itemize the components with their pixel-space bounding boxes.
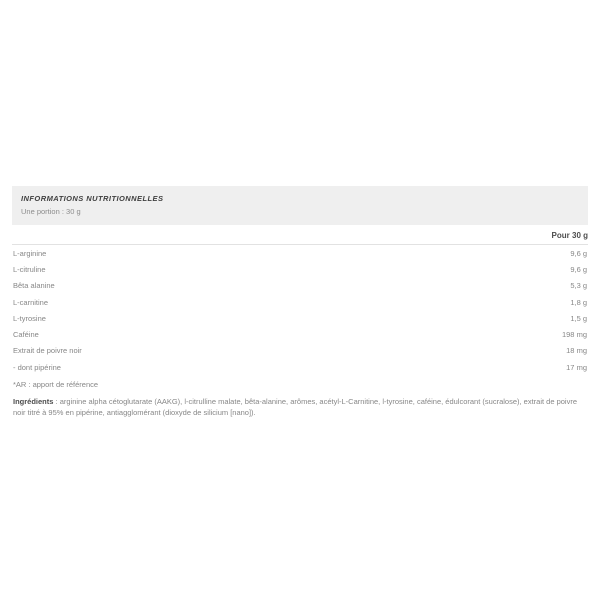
nutrient-label: L-carnitine: [13, 297, 49, 307]
column-header-per-30g: Pour 30 g: [12, 225, 588, 245]
nutrition-header: [12, 186, 588, 225]
nutrient-value: 5,3 g: [570, 281, 587, 291]
nutrient-value: 17 mg: [566, 362, 587, 372]
nutrient-value: 18 mg: [566, 346, 587, 356]
ingredients-paragraph: [12, 397, 588, 418]
nutrient-label: - dont pipérine: [13, 362, 61, 372]
nutrient-label: Caféine: [13, 330, 39, 340]
nutrition-title: INFORMATIONS NUTRITIONNELLES: [21, 194, 164, 203]
reference-footnote: *AR : apport de référence: [13, 380, 99, 390]
table-row: [12, 359, 588, 375]
ingredients-text: : arginine alpha cétoglutarate (AAKG), l-citrulline malate, bêta-alanine, arômes, acétyl-L-Carnitine, l-tyrosine, caféine, édulcorant (sucralose), extrait de poivre noir titré à 95% en pipérine, antiagglomérant (dioxyde de silicium [nano]).: [13, 397, 578, 417]
table-row: [12, 278, 588, 294]
nutrient-label: L-citruline: [13, 264, 46, 274]
nutrition-panel: [12, 186, 588, 418]
table-row: [12, 294, 588, 310]
nutrient-value: 1,5 g: [570, 313, 587, 323]
serving-size-text: Une portion : 30 g: [21, 207, 81, 216]
nutrient-label: Extrait de poivre noir: [13, 346, 82, 356]
table-row: [12, 326, 588, 342]
nutrient-label: L-tyrosine: [13, 313, 46, 323]
nutrient-value: 198 mg: [561, 330, 587, 340]
table-row: [12, 310, 588, 326]
table-row: [12, 245, 588, 261]
nutrient-value: 9,6 g: [570, 248, 587, 258]
nutrient-label: L-arginine: [13, 248, 47, 258]
table-row: [12, 261, 588, 277]
nutrient-value: 9,6 g: [570, 264, 587, 274]
ingredients-label: Ingrédients: [13, 397, 54, 407]
table-row: [12, 343, 588, 359]
nutrition-rows: [12, 245, 588, 375]
nutrient-label: Bêta alanine: [13, 281, 55, 291]
nutrient-value: 1,8 g: [570, 297, 587, 307]
